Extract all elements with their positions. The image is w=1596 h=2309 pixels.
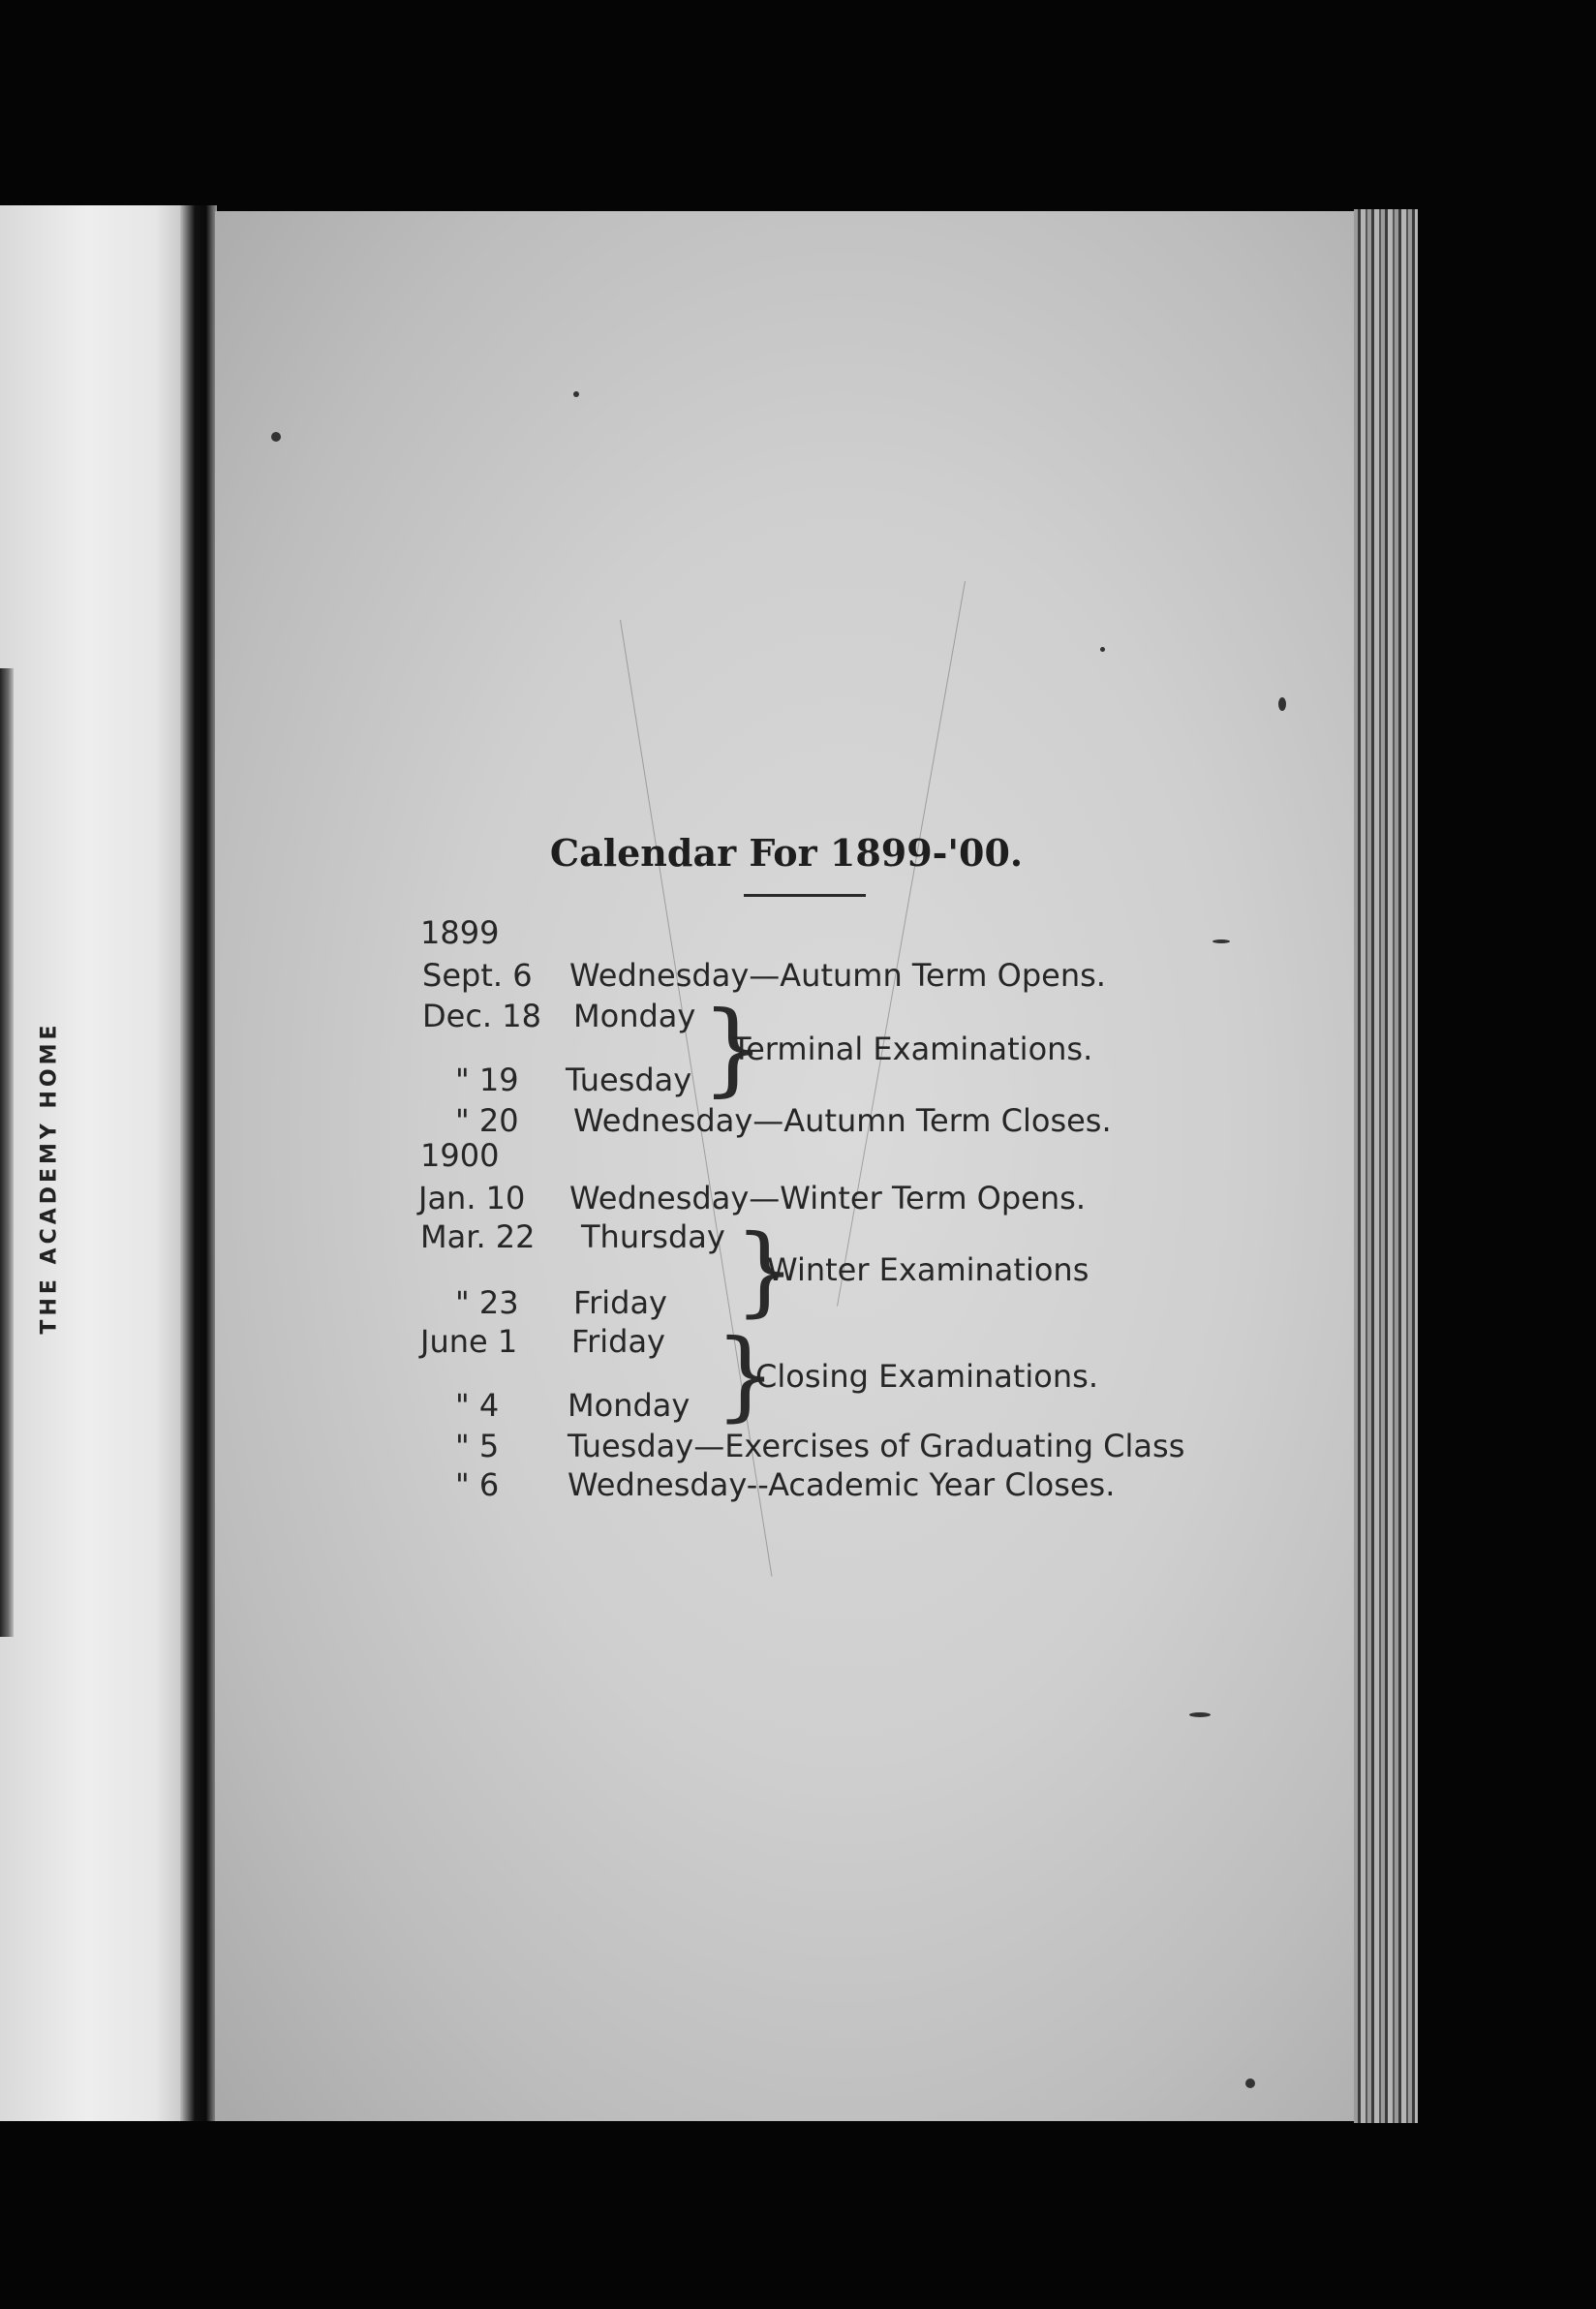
calendar-page — [215, 211, 1358, 2121]
ink-speck — [1189, 1712, 1211, 1717]
facing-page — [0, 205, 194, 2121]
group-label: Winter Examinations — [767, 1251, 1090, 1288]
ink-speck — [271, 432, 281, 442]
ink-speck — [1212, 939, 1230, 943]
ink-speck — [573, 391, 579, 397]
entry-text: Wednesday--Academic Year Closes. — [568, 1466, 1116, 1503]
entry-date: June 1 — [420, 1323, 518, 1360]
entry-text: Thursday — [581, 1218, 725, 1255]
brace-icon: } — [734, 1214, 796, 1327]
entry-text: Friday — [571, 1323, 665, 1360]
entry-date: Sept. 6 — [422, 957, 533, 994]
entry-date: Jan. 10 — [418, 1180, 526, 1216]
ink-speck — [1245, 2078, 1255, 2088]
entry-text: Monday — [573, 998, 696, 1034]
entry-date: Dec. 18 — [422, 998, 541, 1034]
entry-date: " 23 — [455, 1284, 519, 1321]
book-gutter — [180, 205, 217, 2121]
entry-date: " 5 — [455, 1428, 500, 1464]
group-label: Closing Examinations. — [755, 1358, 1098, 1395]
entry-text: Tuesday — [566, 1062, 692, 1098]
entry-date: Mar. 22 — [420, 1218, 536, 1255]
calendar-title: Calendar For 1899-'00. — [549, 831, 1024, 875]
page-edges — [1354, 209, 1418, 2123]
ink-speck — [1278, 697, 1286, 711]
facing-page-illustration-edge — [0, 668, 14, 1637]
entry-text: Wednesday—Winter Term Opens. — [569, 1180, 1086, 1216]
group-label: Terminal Examinations. — [732, 1031, 1093, 1067]
entry-text: Wednesday—Autumn Term Closes. — [573, 1102, 1112, 1139]
year-heading: 1900 — [420, 1137, 500, 1174]
title-rule — [744, 894, 866, 897]
entry-text: Friday — [573, 1284, 667, 1321]
year-heading: 1899 — [420, 914, 500, 951]
entry-date: " 20 — [455, 1102, 519, 1139]
entry-text: Wednesday—Autumn Term Opens. — [569, 957, 1106, 994]
entry-date: " 4 — [455, 1387, 500, 1424]
brace-icon: } — [715, 1318, 777, 1432]
running-head: THE ACADEMY HOME — [37, 1021, 62, 1335]
entry-date: " 19 — [455, 1062, 519, 1098]
entry-text: Tuesday—Exercises of Graduating Class — [568, 1428, 1185, 1464]
entry-text: Monday — [568, 1387, 691, 1424]
entry-date: " 6 — [455, 1466, 500, 1503]
ink-speck — [1100, 647, 1105, 652]
brace-icon: } — [701, 989, 766, 1107]
